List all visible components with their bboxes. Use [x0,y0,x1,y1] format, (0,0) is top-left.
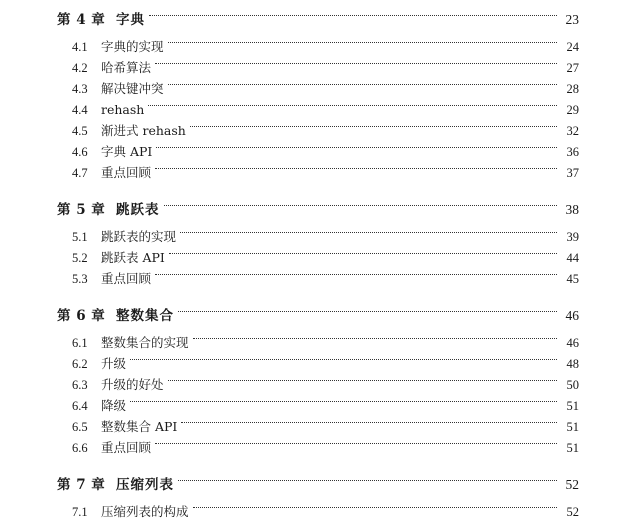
chapter-entry [57,199,579,220]
dot-leader [155,274,557,275]
section-title: 跳跃表 API [101,250,165,265]
section-title: 重点回顾 [101,440,152,455]
section-number: 6.5 [72,420,88,434]
page-number: 29 [566,103,579,117]
dot-leader [168,42,557,43]
section-entry [72,501,579,522]
section-entry [72,78,579,99]
page-number: 46 [566,336,579,350]
section-number: 4.2 [72,61,88,75]
chapter-number: 第 5 章 [57,202,106,218]
dot-leader [148,105,557,106]
page-number: 48 [566,357,579,371]
page-number: 37 [566,166,579,180]
section-number: 6.6 [72,441,88,455]
dot-leader [181,422,557,423]
dot-leader [156,147,557,148]
section-number: 6.2 [72,357,88,371]
section-entry [72,120,579,141]
page-number: 23 [565,12,579,27]
chapter-entry [57,305,579,326]
dot-leader [178,311,557,312]
section-number: 4.4 [72,103,88,117]
chapter-entry [57,9,579,30]
section-entry [72,36,579,57]
section-title: 整数集合的实现 [101,335,189,350]
dot-leader [168,84,557,85]
chapter-title: 整数集合 [116,308,174,324]
section-number: 6.3 [72,378,88,392]
page-number: 51 [566,420,579,434]
section-entry [72,395,579,416]
dot-leader [130,401,557,402]
section-title: 压缩列表的构成 [101,504,189,519]
section-title: 字典的实现 [101,39,164,54]
dot-leader [190,126,557,127]
section-entry [72,141,579,162]
section-number: 4.3 [72,82,88,96]
dot-leader [130,359,557,360]
section-title: 重点回顾 [101,165,152,180]
section-title: 整数集合 API [101,419,178,434]
chapter-title: 字典 [116,12,145,28]
section-title: 渐进式 rehash [101,123,186,138]
chapter-title: 跳跃表 [116,202,160,218]
section-title: 升级的好处 [101,377,164,392]
section-number: 6.1 [72,336,88,350]
dot-leader [193,338,557,339]
chapter-entry [57,474,579,495]
page-number: 52 [566,505,579,519]
section-number: 4.1 [72,40,88,54]
section-title: 解决键冲突 [101,81,164,96]
section-number: 5.2 [72,251,88,265]
page-number: 38 [565,202,579,217]
section-entry [72,353,579,374]
page-number: 28 [566,82,579,96]
page-number: 45 [566,272,579,286]
page-number: 50 [566,378,579,392]
dot-leader [155,168,557,169]
section-title: 重点回顾 [101,271,152,286]
page-number: 27 [566,61,579,75]
section-entry [72,437,579,458]
section-entry [72,99,579,120]
section-number: 4.5 [72,124,88,138]
section-entry [72,162,579,183]
dot-leader [155,63,557,64]
section-title: 跳跃表的实现 [101,229,177,244]
page-number: 51 [566,399,579,413]
dot-leader [178,480,557,481]
page-number: 52 [565,477,579,492]
section-number: 5.1 [72,230,88,244]
page-number: 51 [566,441,579,455]
chapter-title: 压缩列表 [116,477,174,493]
dot-leader [155,443,557,444]
section-entry [72,332,579,353]
dot-leader [193,507,557,508]
chapter-number: 第 4 章 [57,12,106,28]
chapter-number: 第 7 章 [57,477,106,493]
dot-leader [164,205,558,206]
section-number: 5.3 [72,272,88,286]
section-number: 4.6 [72,145,88,159]
page-number: 36 [566,145,579,159]
dot-leader [169,253,557,254]
page-number: 46 [565,308,579,323]
section-number: 6.4 [72,399,88,413]
section-number: 4.7 [72,166,88,180]
chapter-number: 第 6 章 [57,308,106,324]
section-entry [72,268,579,289]
page-number: 32 [566,124,579,138]
section-title: 升级 [101,356,127,371]
section-entry [72,57,579,78]
section-entry [72,226,579,247]
section-entry [72,247,579,268]
section-entry [72,374,579,395]
page-number: 39 [566,230,579,244]
section-title: 字典 API [101,144,153,159]
section-entry [72,416,579,437]
section-title: 哈希算法 [101,60,152,75]
page-number: 44 [566,251,579,265]
section-title: 降级 [101,398,127,413]
dot-leader [149,15,557,16]
dot-leader [180,232,557,233]
page-number: 24 [566,40,579,54]
section-number: 7.1 [72,505,88,519]
section-title: rehash [101,102,145,117]
dot-leader [168,380,557,381]
